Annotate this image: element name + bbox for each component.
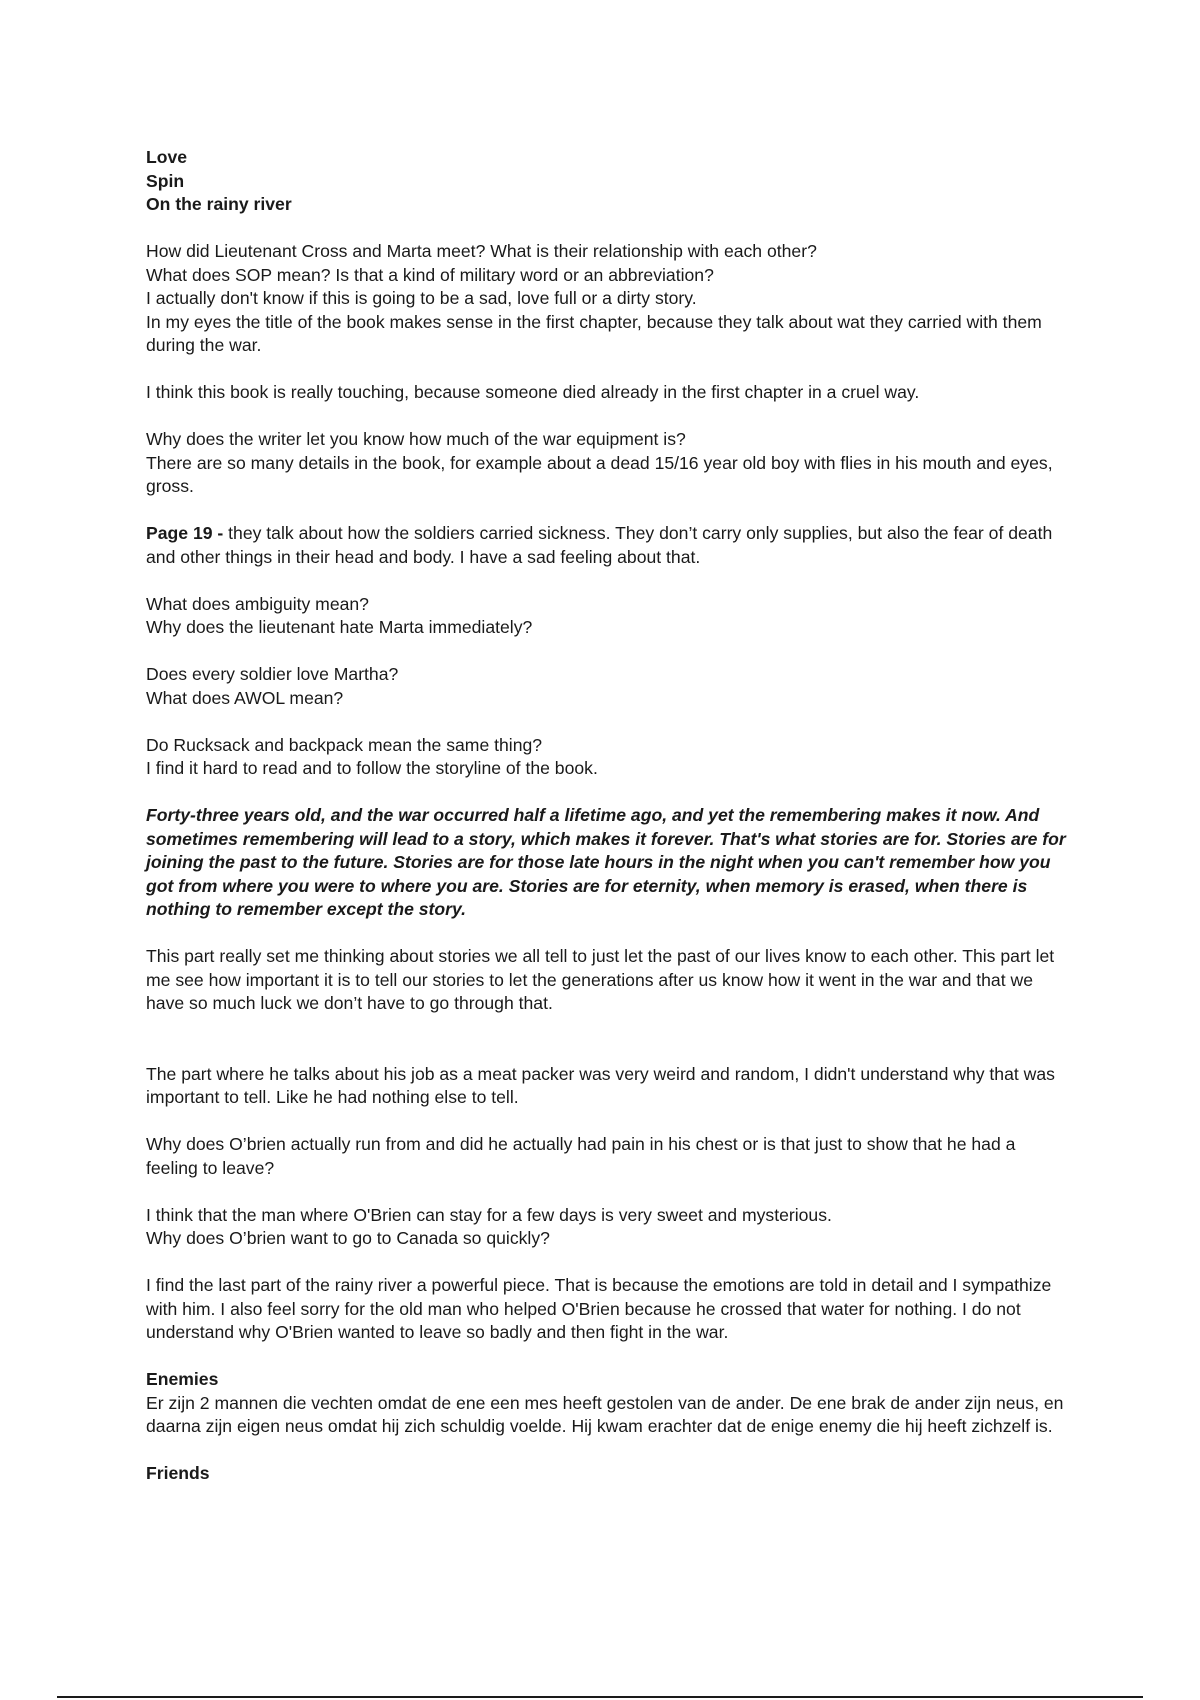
questions-block-5 <box>146 734 1066 781</box>
page-19-text: they talk about how the soldiers carried sickness. They don’t carry only supplies, but also the fear of death and other things in their head and body. I have a sad feeling about that. <box>146 523 1053 567</box>
paragraph-page-19 <box>146 522 1066 569</box>
note-old-man: I think that the man where O'Brien can stay for a few days is very sweet and mysterious. <box>146 1204 832 1225</box>
question-hate-marta: Why does the lieutenant hate Marta immediately? <box>146 617 533 637</box>
questions-block-3 <box>146 593 1066 640</box>
question-sop: What does SOP mean? Is that a kind of military word or an abbreviation? <box>146 264 714 285</box>
question-love-martha: Does every soldier love Martha? <box>146 664 399 684</box>
document-body <box>146 146 1066 1486</box>
footer-divider <box>57 1696 1143 1698</box>
book-quote: Forty-three years old, and the war occurred half a lifetime ago, and yet the remembering makes it now. And sometimes remembering will lead to a story, which makes it forever. That's what stories are for. Stories are for joining the past to the future. Stories are for those late hours in the night when you can't remember how you got from where you were to where you are. Stories are for eternity, when memory is erased, when there is nothing to remember except the story. <box>146 805 1066 919</box>
heading-friends: Friends <box>146 1463 210 1483</box>
note-hard-to-read: I find it hard to read and to follow the storyline of the book. <box>146 758 598 778</box>
note-title-sense: In my eyes the title of the book makes sense in the first chapter, because they talk about wat they carried with them during the war. <box>146 311 1042 355</box>
paragraph-stories: This part really set me thinking about stories we all tell to just let the past of our lives know to each other. This part let me see how important it is to tell our stories to let the generations after us know how it went in the war and that we have so much luck we don’t have to go through that. <box>146 946 1055 1013</box>
question-equipment: Why does the writer let you know how much of the war equipment is? <box>146 429 686 449</box>
paragraph-powerful-piece: I find the last part of the rainy river a powerful piece. That is because the emotions are told in detail and I sympathize with him. I also feel sorry for the old man who helped O'Brien because he crossed that water for nothing. I do not understand why O'Brien wanted to leave so badly and then fight in the war. <box>146 1275 1052 1342</box>
heading-enemies: Enemies <box>146 1369 219 1389</box>
questions-block-1 <box>146 240 1066 358</box>
paragraph-touching: I think this book is really touching, because someone died already in the first chapter in a cruel way. <box>146 382 920 402</box>
questions-block-2 <box>146 428 1066 499</box>
heading-rainy-river: On the rainy river <box>146 194 292 214</box>
paragraph-meat-packer: The part where he talks about his job as a meat packer was very weird and random, I didn't understand why that was important to tell. Like he had nothing else to tell. <box>146 1063 1055 1107</box>
question-rucksack: Do Rucksack and backpack mean the same thing? <box>146 734 543 755</box>
section-enemies <box>146 1368 1066 1439</box>
question-cross-marta: How did Lieutenant Cross and Marta meet? What is their relationship with each other? <box>146 241 817 261</box>
section-friends <box>146 1462 1066 1486</box>
question-canada: Why does O’brien want to go to Canada so quickly? <box>146 1228 550 1248</box>
paragraph-obrien-run: Why does O’brien actually run from and did he actually had pain in his chest or is that just to show that he had a feeling to leave? <box>146 1134 1016 1178</box>
question-awol: What does AWOL mean? <box>146 687 344 708</box>
heading-love: Love <box>146 147 188 167</box>
questions-block-4 <box>146 663 1066 710</box>
page-19-label: Page 19 - <box>146 523 224 543</box>
section-headings <box>146 146 1066 217</box>
question-ambiguity: What does ambiguity mean? <box>146 593 369 614</box>
note-story-type: I actually don't know if this is going to be a sad, love full or a dirty story. <box>146 288 697 308</box>
questions-block-6 <box>146 1204 1066 1251</box>
enemies-summary: Er zijn 2 mannen die vechten omdat de ene een mes heeft gestolen van de ander. De ene brak de ander zijn neus, en daarna zijn eigen neus omdat hij zich schuldig voelde. Hij kwam erachter dat de enige enemy die hij heeft zichzelf is. <box>146 1392 1064 1436</box>
note-details: There are so many details in the book, for example about a dead 15/16 year old boy with flies in his mouth and eyes, gross. <box>146 452 1053 496</box>
heading-spin: Spin <box>146 170 185 191</box>
